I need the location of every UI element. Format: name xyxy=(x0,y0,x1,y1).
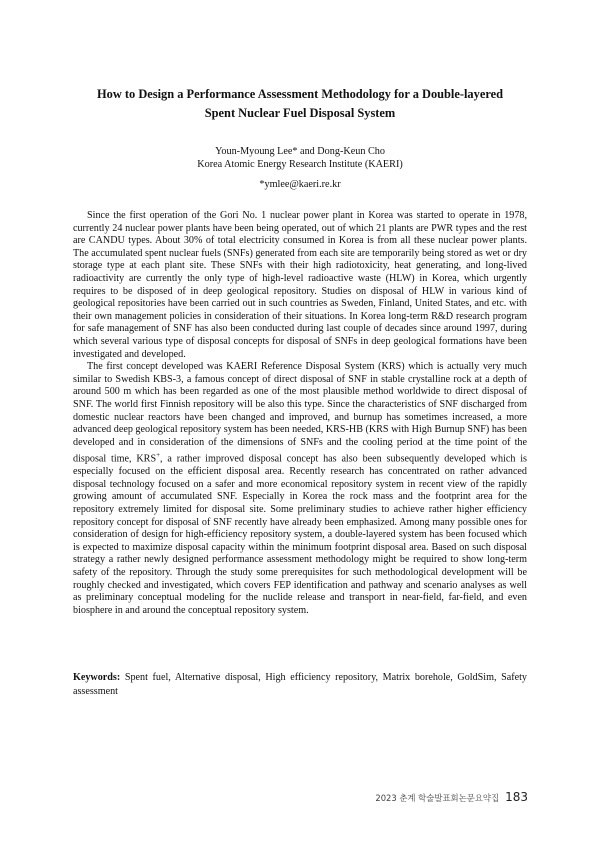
abstract-paragraph-1: Since the first operation of the Gori No. 1 nuclear power plant in Korea was started to operate in 1978, currently 24 nuclear power plants have been being operated, out of which 21 plants are PWR types and the rest are CANDU types. About 30% of total electricity consumed in Korea is from all these nuclear power plants. The accumulated spent nuclear fuels (SNFs) generated from each site are temporarily being stored as wet or dry storage type at each plant site. These SNFs with their high radiotoxicity, heat generating, and long-lived radioactivity are currently the only type of high-level radioactive waste (HLW) in Korea, which urgently requires to be disposed of in deep geological repository. Studies on disposal of HLW in various kind of geological repositories have been carried out in such countries as Sweden, Finland, United States, and etc. with their own management policies in consideration of their situations. In Korea long-term R&D research program for safe management of SNF has also been conducted during last couple of decades since around 1997, during which several various type of disposal concepts for disposal of SNFs in deep geological formations have been investigated and developed. xyxy=(73,210,527,360)
abstract-body xyxy=(73,210,527,617)
page-number: 183 xyxy=(505,790,528,804)
paragraph-2-text-a: The first concept developed was KAERI Reference Disposal System (KRS) which is actually very much similar to Swedish KBS-3, a famous concept of direct disposal of SNF in stable crystalline rock at a depth of around 500 m which has been regarded as one of the most plausible method worldwide to direct disposal of SNF. The world first Finnish repository will be also this type. Since the characteristics of SNF discharged from domestic nuclear reactors have been changed and improved, and burnup has sometimes increased, a more advanced deep geological repository system has been needed, KRS-HB (KRS with High Burnup SNF) has been developed and in consideration of the dimensions of SNFs and the cooling period at the time point of the disposal time, KRS xyxy=(73,361,527,465)
proceedings-title: 2023 춘계 학술발표회논문요약집 xyxy=(375,793,500,803)
krs-plus-superscript: + xyxy=(156,451,161,460)
abstract-paragraph-2 xyxy=(73,361,527,617)
paper-title-line-2: Spent Nuclear Fuel Disposal System xyxy=(204,106,396,120)
paragraph-2-text-b: , a rather improved disposal concept has also been subsequently developed which is especially focused on the efficient disposal area. Recently research has concentrated on rather advanced disposal technology focused on a safer and more economical repository system in recent view of the rapidly growing amount of accumulated SNF. Especially in Korea the rock mass and the footprint area for the repository extremely limited for disposal site. Some preliminary studies to achieve rather higher efficiency repository concept for disposal of SNF recently have already been emphasized. Among many possible ones for consideration of design for high-efficiency repository system, a double-layered system has been focused which is expected to maximize disposal capacity within the minimum footprint disposal area. Based on such disposal strategy a rather newly designed performance assessment methodology might be required to show long-term safety of the repository. Through the study some prerequisites for such methodological development will be roughly checked and investigated, which covers FEP identification and pathway and scenario analyses as well as preliminary conceptual modeling for the nuclide release and transport in near-field, far-field, and even biosphere in and around the conceptual repository system. xyxy=(73,453,527,616)
author-list: Youn-Myoung Lee* and Dong-Keun Cho xyxy=(215,146,385,157)
keywords-text: Spent fuel, Alternative disposal, High efficiency repository, Matrix borehole, GoldSim, Safety assessment xyxy=(73,672,527,697)
affiliation: Korea Atomic Energy Research Institute (KAERI) xyxy=(197,158,403,170)
paper-title-line-1: How to Design a Performance Assessment Methodology for a Double-layered xyxy=(97,87,503,101)
paper-title xyxy=(60,85,540,123)
keywords-label: Keywords: xyxy=(73,672,125,683)
keywords-section xyxy=(73,671,527,698)
contact-email: *ymlee@kaeri.re.kr xyxy=(259,179,341,190)
page-footer xyxy=(375,790,528,804)
